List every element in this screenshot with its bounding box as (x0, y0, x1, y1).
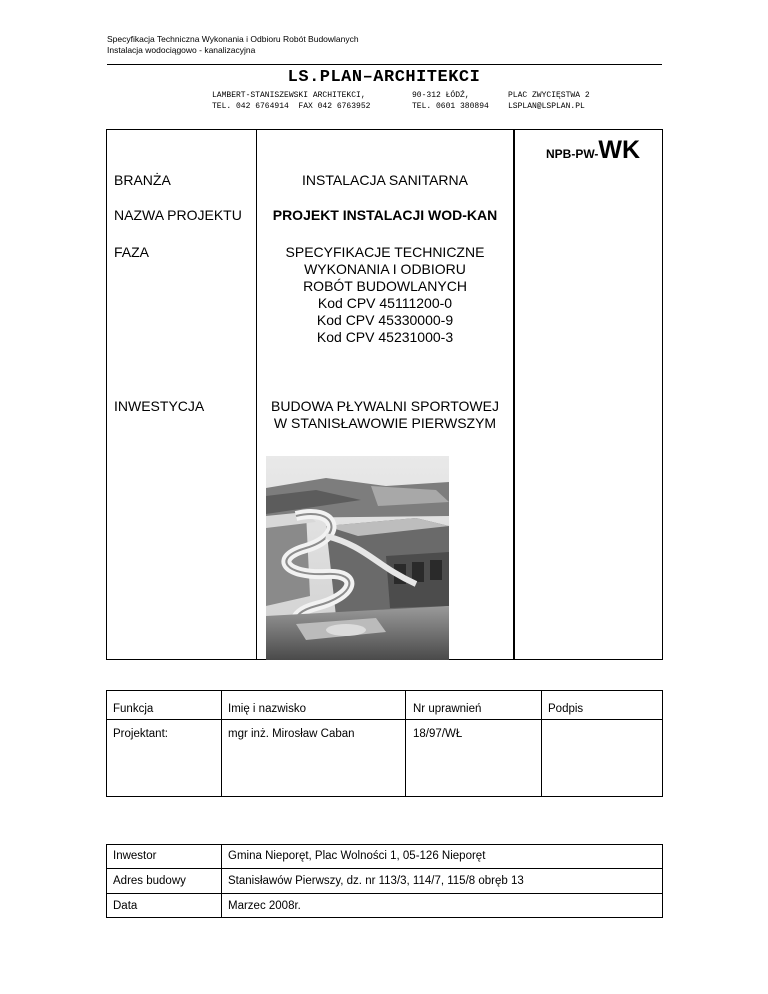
faza-line: SPECYFIKACJE TECHNICZNE (285, 244, 485, 260)
inwestycja-line: W STANISŁAWOWIE PIERWSZYM (273, 415, 497, 431)
document-code (546, 138, 640, 163)
info-table-row-rule (106, 893, 663, 894)
nazwa-projektu-value: PROJEKT INSTALACJI WOD-KAN (272, 207, 498, 223)
firm-mobile: TEL. 0601 380894 (412, 102, 489, 111)
project-box-divider-right (513, 129, 515, 660)
inwestor-value: Gmina Nieporęt, Plac Wolności 1, 05-126 Nieporęt (228, 850, 486, 862)
firm-name: LS.PLAN–ARCHITEKCI (287, 68, 481, 87)
signature-table-col-divider (405, 690, 406, 797)
signature-table-col-divider (221, 690, 222, 797)
info-table-row-rule (106, 868, 663, 869)
firm-street: PLAC ZWYCIĘSTWA 2 (508, 91, 590, 100)
signature-table-col-divider (541, 690, 542, 797)
firm-address-col3 (508, 90, 590, 112)
faza-value (257, 244, 513, 346)
cpv-code: Kod CPV 45111200-0 (317, 295, 453, 311)
firm-company: LAMBERT-STANISZEWSKI ARCHITEKCI, (212, 91, 366, 100)
firm-address-col1 (212, 90, 370, 112)
building-rendering-image (266, 456, 449, 660)
cpv-code: Kod CPV 45231000-3 (316, 329, 454, 345)
header-rule (107, 64, 662, 65)
firm-address-col2 (412, 90, 489, 112)
document-subtitle: Instalacja wodociągowo - kanalizacyjna (107, 45, 256, 55)
signature-table-header-rule (106, 719, 663, 720)
inwestycja-label: INWESTYCJA (114, 398, 205, 414)
firm-phone-fax: TEL. 042 6764914 FAX 042 6763952 (212, 102, 371, 111)
cell-nr-uprawnien: 18/97/WŁ (413, 728, 463, 740)
faza-line: ROBÓT BUDOWLANYCH (303, 278, 467, 294)
faza-label: FAZA (114, 244, 150, 260)
branza-value: INSTALACJA SANITARNA (302, 172, 468, 188)
header-nr-uprawnien: Nr uprawnień (413, 703, 482, 715)
adres-budowy-value: Stanisławów Pierwszy, dz. nr 113/3, 114/7, 115/8 obręb 13 (228, 875, 524, 887)
firm-city: 90-312 ŁÓDŹ, (412, 91, 470, 100)
data-label: Data (113, 900, 138, 912)
info-table-col-divider (221, 844, 222, 918)
cell-imie-nazwisko: mgr inż. Mirosław Caban (228, 728, 355, 740)
branza-label: BRANŻA (114, 172, 171, 188)
inwestycja-value (257, 398, 513, 432)
adres-budowy-label: Adres budowy (113, 875, 186, 887)
header-podpis: Podpis (548, 703, 584, 715)
header-imie-nazwisko: Imię i nazwisko (228, 703, 306, 715)
inwestycja-line: BUDOWA PŁYWALNI SPORTOWEJ (271, 398, 499, 414)
building-rendering (266, 456, 449, 660)
data-value: Marzec 2008r. (228, 900, 301, 912)
document-code-prefix: NPB-PW- (546, 147, 599, 161)
nazwa-projektu-label: NAZWA PROJEKTU (114, 207, 242, 223)
faza-line: WYKONANIA I ODBIORU (304, 261, 466, 277)
document-code-suffix: WK (598, 136, 641, 164)
cell-funkcja: Projektant: (113, 728, 168, 740)
inwestor-label: Inwestor (113, 850, 157, 862)
header-funkcja: Funkcja (113, 703, 154, 715)
document-title: Specyfikacja Techniczna Wykonania i Odbioru Robót Budowlanych (107, 34, 359, 44)
cpv-code: Kod CPV 45330000-9 (316, 312, 454, 328)
firm-email: LSPLAN@LSPLAN.PL (508, 102, 585, 111)
